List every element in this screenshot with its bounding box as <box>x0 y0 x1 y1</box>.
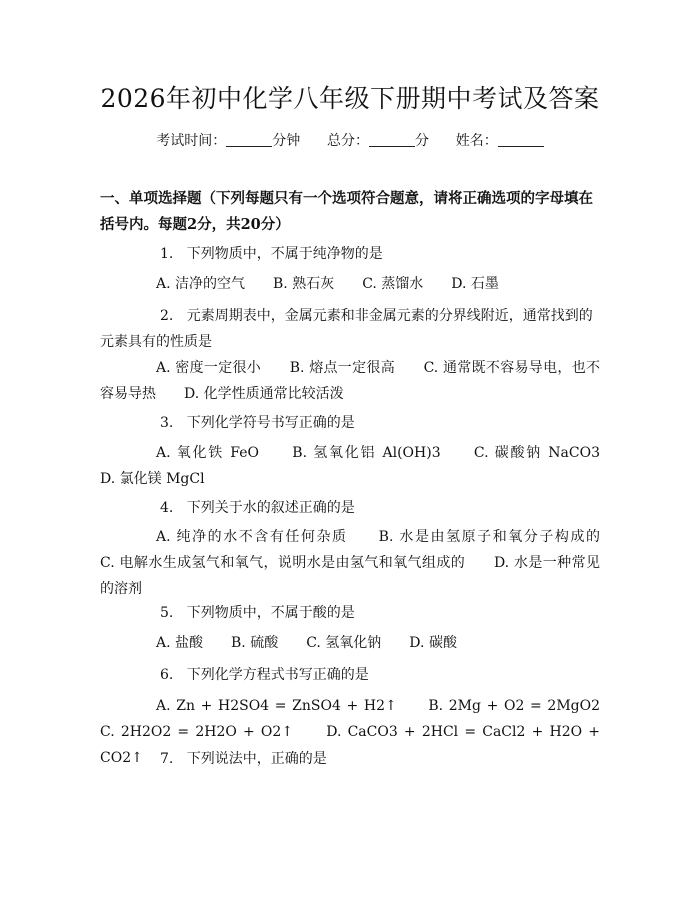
question-number: 5. <box>160 605 174 621</box>
question-number: 1. <box>160 246 174 262</box>
question-4-options <box>100 524 628 602</box>
question-text: 下列物质中，不属于纯净物的是 <box>186 246 383 262</box>
question-options: A. 氧化铁 FeO B. 氢氧化铝 Al(OH)3 C. 碳酸钠 NaCO3 D. 氯化镁 MgCl <box>100 445 628 487</box>
question-options: A. 纯净的水不含有任何杂质 B. 水是由氢原子和氧分子构成的 C. 电解水生成氢气和氧气，说明水是由氢气和氧气组成的 D. 水是一种常见的溶剂 <box>100 529 628 597</box>
question-stem <box>100 241 600 267</box>
time-blank <box>226 132 272 147</box>
question-text: 下列说法中，正确的是 <box>186 751 327 767</box>
question-1 <box>100 241 600 267</box>
question-stem <box>100 303 600 355</box>
question-2 <box>100 303 600 355</box>
question-5-options <box>100 630 600 656</box>
question-5 <box>100 600 600 626</box>
exam-meta <box>0 131 700 151</box>
score-blank <box>369 132 415 147</box>
name-label: 姓名： <box>455 133 498 149</box>
question-6 <box>100 662 600 688</box>
question-3 <box>100 410 600 436</box>
question-number: 4. <box>160 500 174 516</box>
page-title: 2026年初中化学八年级下册期中考试及答案 <box>100 84 600 113</box>
question-stem <box>100 495 600 521</box>
question-options: A. 密度一定很小 B. 熔点一定很高 C. 通常既不容易导电，也不容易导热 D. 化学性质通常比较活泼 <box>100 360 600 402</box>
question-text: 下列物质中，不属于酸的是 <box>186 605 355 621</box>
question-text: 元素周期表中，金属元素和非金属元素的分界线附近，通常找到的元素具有的性质是 <box>100 308 593 350</box>
score-unit: 分 <box>415 133 429 149</box>
score-label: 总分： <box>327 133 369 149</box>
time-unit: 分钟 <box>272 133 301 149</box>
question-text: 下列关于水的叙述正确的是 <box>186 500 355 516</box>
question-number: 3. <box>160 415 174 431</box>
question-3-options <box>100 440 628 492</box>
time-label: 考试时间： <box>156 133 227 149</box>
question-stem <box>100 746 600 772</box>
question-options: A. 盐酸 B. 硫酸 C. 氢氧化钠 D. 碳酸 <box>156 635 457 651</box>
question-stem <box>100 410 600 436</box>
question-number: 6. <box>160 667 174 683</box>
section-heading: 一、单项选择题（下列每题只有一个选项符合题意，请将正确选项的字母填在括号内。每题2分，共20分） <box>100 190 593 233</box>
question-2-options <box>100 355 600 407</box>
question-4 <box>100 495 600 521</box>
question-stem <box>100 662 600 688</box>
question-number: 2. <box>160 308 174 324</box>
question-stem <box>100 600 600 626</box>
question-options: A. Zn + H2SO4 = ZnSO4 + H2↑ B. 2Mg + O2 = 2MgO2 C. 2H2O2 = 2H2O + O2↑ D. CaCO3 + 2HCl = CaCl2 + H2O + CO2↑ <box>100 698 628 766</box>
question-text: 下列化学方程式书写正确的是 <box>186 667 369 683</box>
question-number: 7. <box>160 751 174 767</box>
question-options: A. 洁净的空气 B. 熟石灰 C. 蒸馏水 D. 石墨 <box>156 276 499 292</box>
question-text: 下列化学符号书写正确的是 <box>186 415 355 431</box>
question-7 <box>100 746 600 772</box>
question-1-options <box>100 271 600 297</box>
name-blank <box>498 132 544 147</box>
